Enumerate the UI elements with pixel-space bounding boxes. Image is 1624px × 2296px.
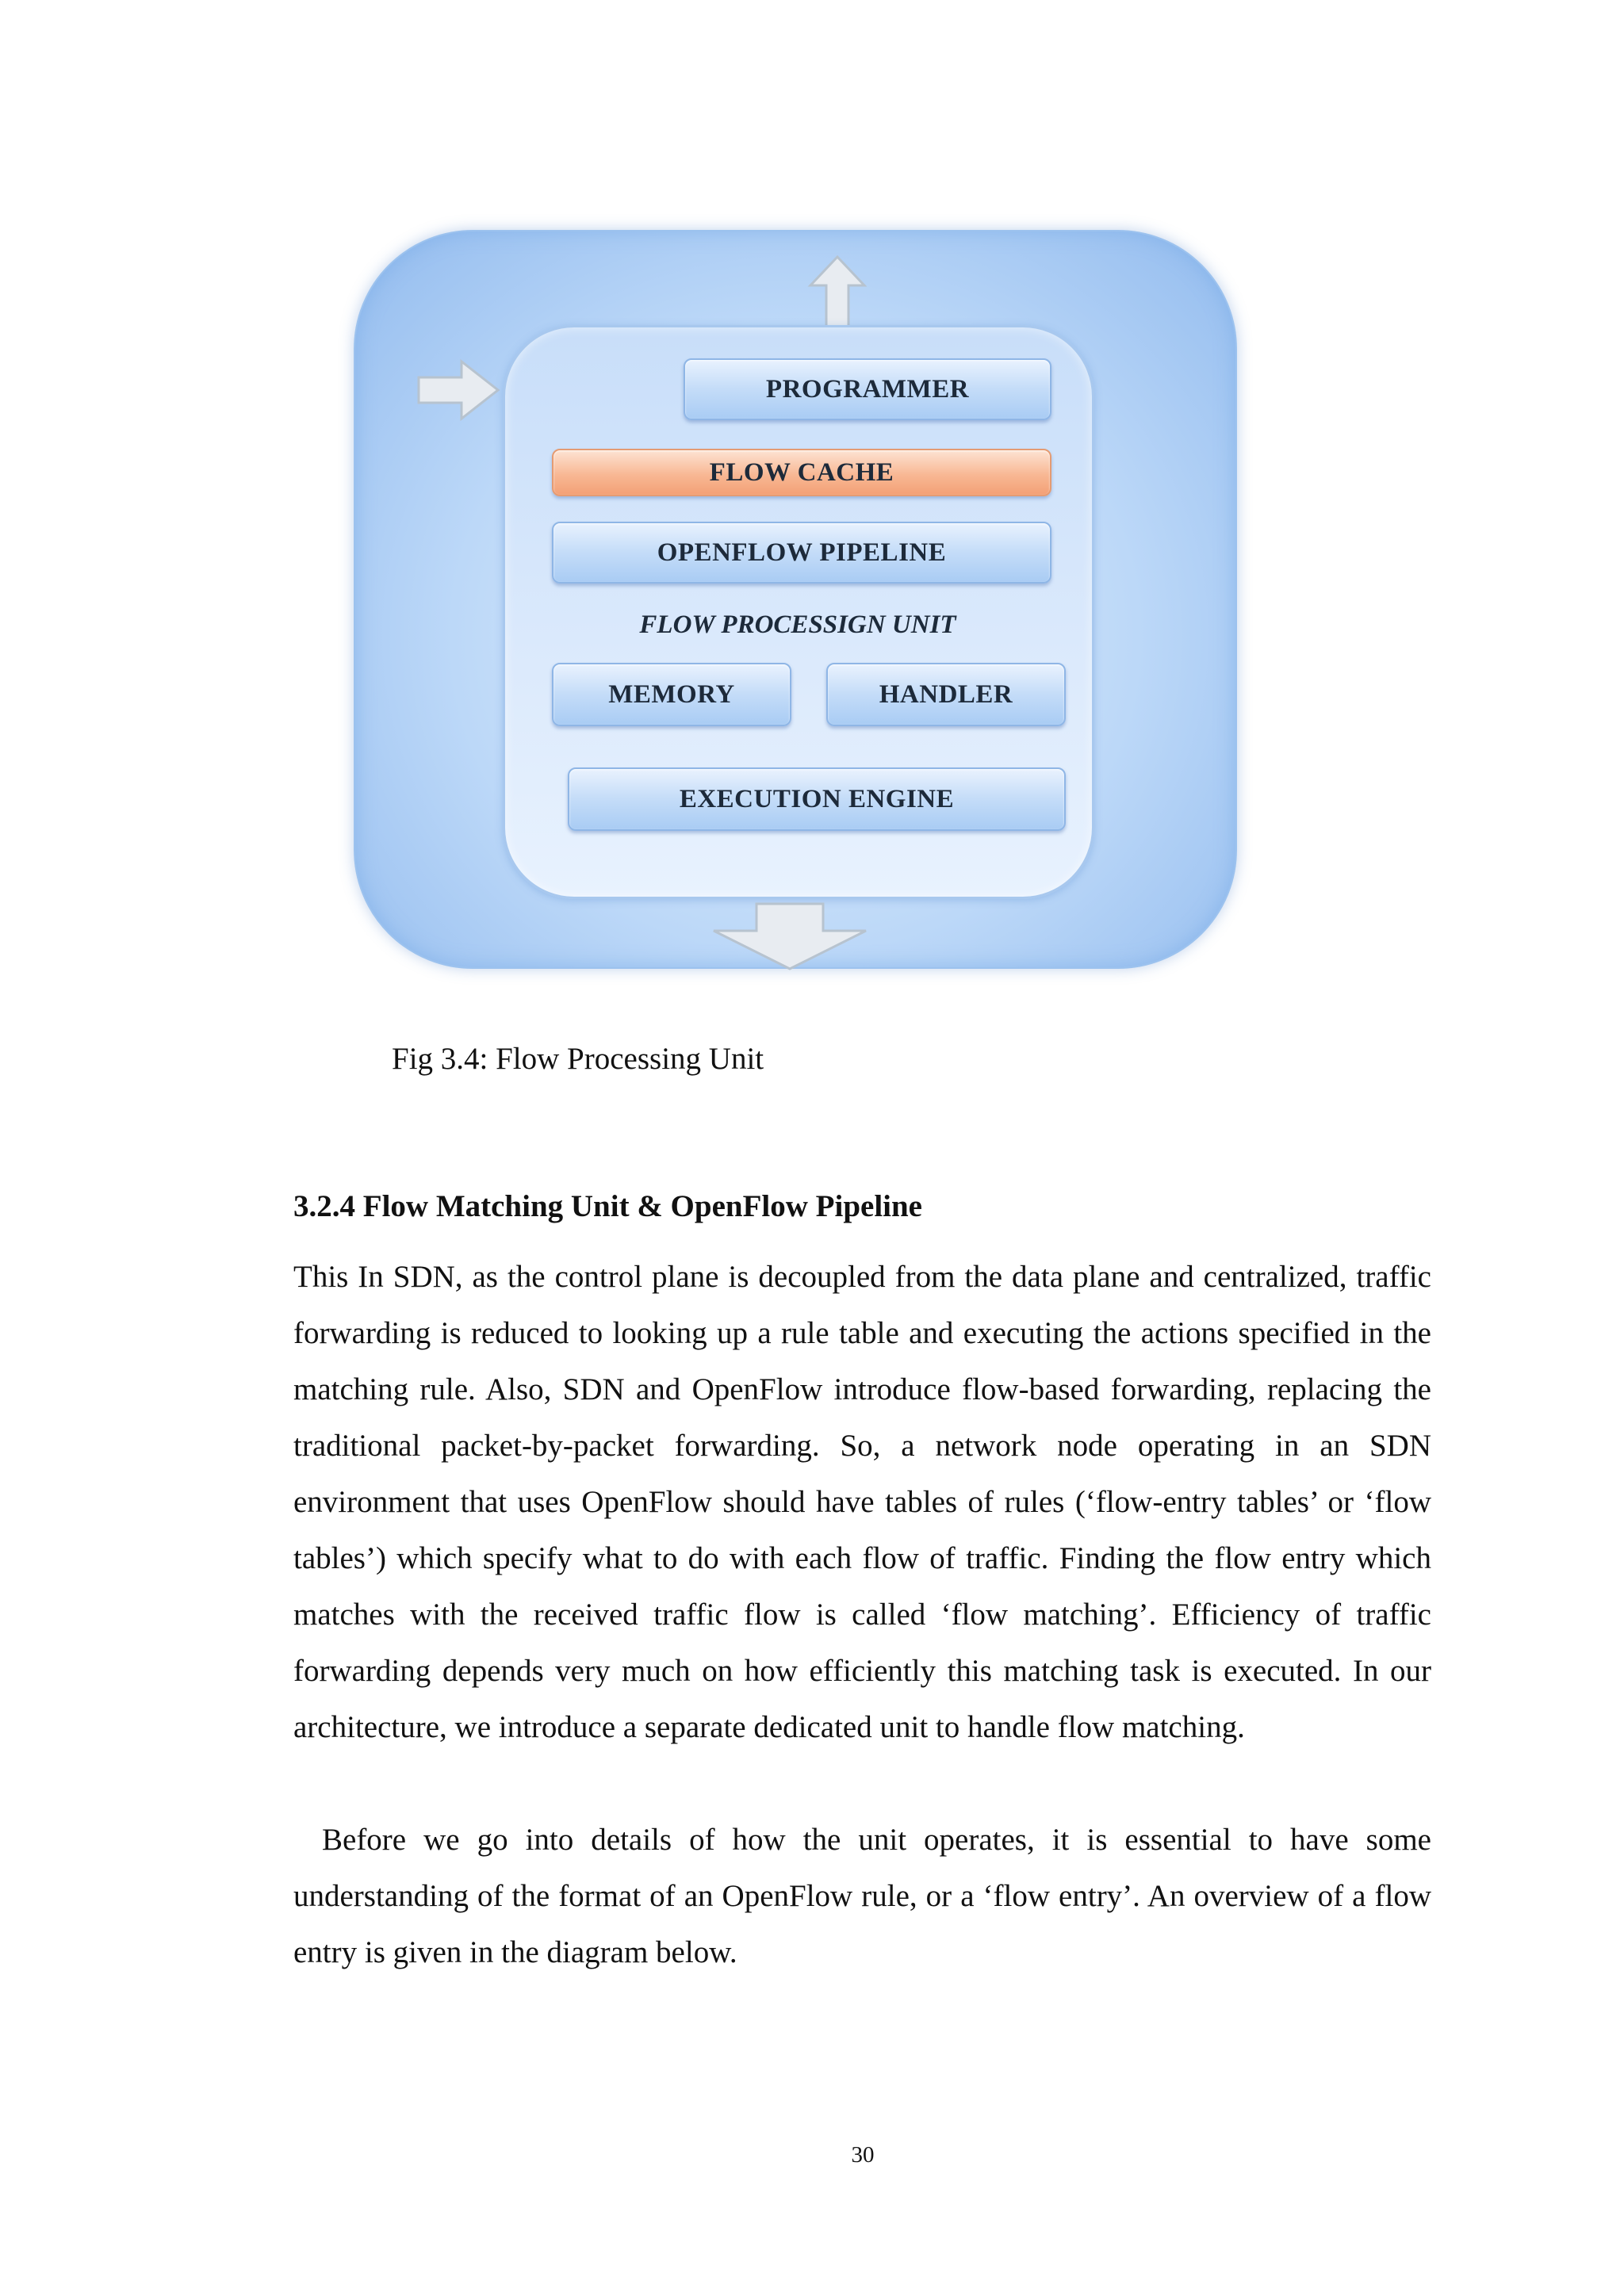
section-heading: 3.2.4 Flow Matching Unit & OpenFlow Pipeline xyxy=(293,1189,922,1223)
arrow-down-icon xyxy=(710,902,869,970)
openflow-pipeline-box xyxy=(552,522,1051,584)
programmer-box xyxy=(684,358,1051,420)
execution-engine-box xyxy=(568,767,1066,831)
flow-cache-box xyxy=(552,449,1051,496)
unit-label: FLOW PROCESSIGN UNIT xyxy=(639,610,956,639)
flow-processing-unit-diagram xyxy=(346,222,1250,983)
openflow-pipeline-label: OPENFLOW PIPELINE xyxy=(657,538,947,567)
memory-box xyxy=(552,663,791,726)
flow-cache-label: FLOW CACHE xyxy=(709,457,894,487)
handler-box xyxy=(826,663,1066,726)
page-number: 30 xyxy=(851,2142,875,2168)
paragraph: Before we go into details of how the unit operates, it is essential to have some understanding of the format of an OpenFlow rule, or a ‘flow entry’. An overview of a flow entry is given in the diagram below. xyxy=(293,1823,1431,1969)
memory-label: MEMORY xyxy=(608,679,735,709)
paragraph: This In SDN, as the control plane is decoupled from the data plane and centralized, traffic forwarding is reduced to looking up a rule table and executing the actions specified in the matching rule. Also, SDN and OpenFlow introduce flow-based forwarding, replacing the traditional packet-by-packet forwarding. So, a network node operating in an SDN environment that uses OpenFlow should have tables of rules (‘flow-entry tables’ or ‘flow tables’) which specify what to do with each flow of traffic. Finding the flow entry which matches with the received traffic flow is called ‘flow matching’. Efficiency of traffic forwarding depends very much on how efficiently this matching task is executed. In our architecture, we introduce a separate dedicated unit to handle flow matching. xyxy=(293,1260,1431,1744)
handler-label: HANDLER xyxy=(879,679,1013,709)
figure-caption: Fig 3.4: Flow Processing Unit xyxy=(392,1042,764,1076)
execution-engine-label: EXECUTION ENGINE xyxy=(679,784,955,813)
programmer-label: PROGRAMMER xyxy=(765,374,970,404)
arrow-right-icon xyxy=(416,358,503,422)
